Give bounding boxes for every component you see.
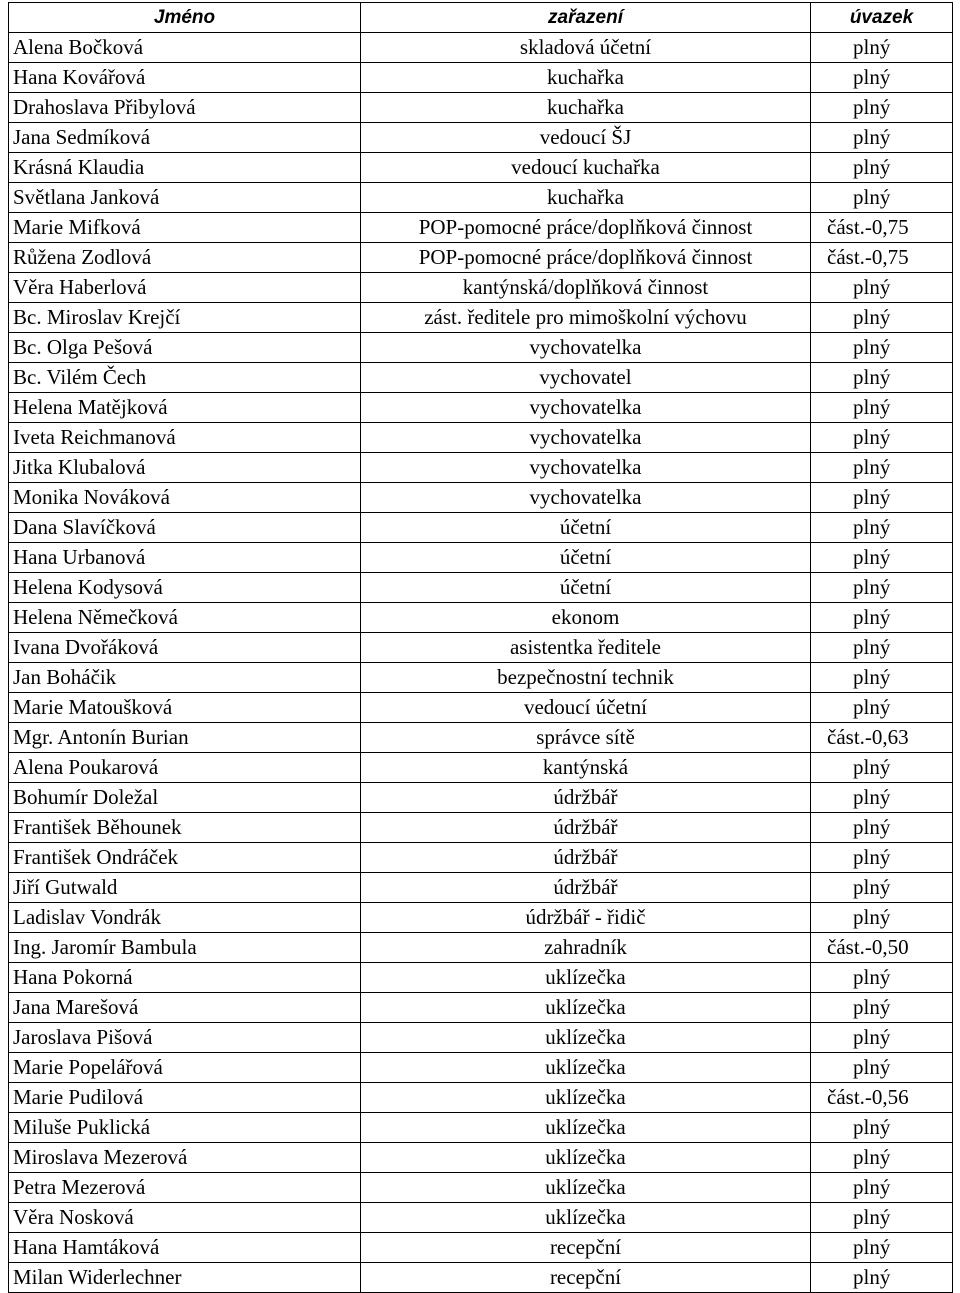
table-row: [9, 723, 953, 753]
cell-name: Miroslava Mezerová: [9, 1143, 361, 1173]
cell-load: plný: [811, 33, 953, 63]
cell-name: Věra Nosková: [9, 1203, 361, 1233]
cell-load: plný: [811, 153, 953, 183]
cell-role: kantýnská/doplňková činnost: [361, 273, 811, 303]
cell-name: Jana Marešová: [9, 993, 361, 1023]
table-row: [9, 423, 953, 453]
cell-role: bezpečnostní technik: [361, 663, 811, 693]
cell-load: plný: [811, 93, 953, 123]
cell-name: Ing. Jaromír Bambula: [9, 933, 361, 963]
cell-load: plný: [811, 1263, 953, 1293]
table-row: [9, 333, 953, 363]
table-row: [9, 1233, 953, 1263]
table-row: [9, 213, 953, 243]
cell-load: plný: [811, 1113, 953, 1143]
table-row: [9, 873, 953, 903]
cell-load: plný: [811, 813, 953, 843]
cell-name: Hana Urbanová: [9, 543, 361, 573]
cell-role: vychovatelka: [361, 333, 811, 363]
table-row: [9, 663, 953, 693]
cell-name: Bohumír Doležal: [9, 783, 361, 813]
cell-role: uklízečka: [361, 1113, 811, 1143]
cell-load: plný: [811, 513, 953, 543]
cell-load: plný: [811, 783, 953, 813]
cell-load: plný: [811, 123, 953, 153]
table-row: [9, 1203, 953, 1233]
cell-role: vychovatel: [361, 363, 811, 393]
table-row: [9, 813, 953, 843]
cell-role: uklízečka: [361, 1173, 811, 1203]
cell-role: vedoucí kuchařka: [361, 153, 811, 183]
cell-role: uklízečka: [361, 1203, 811, 1233]
cell-load: plný: [811, 1143, 953, 1173]
table-row: [9, 33, 953, 63]
cell-load: plný: [811, 963, 953, 993]
table-row: [9, 993, 953, 1023]
table-row: [9, 273, 953, 303]
table-row: [9, 543, 953, 573]
cell-name: Růžena Zodlová: [9, 243, 361, 273]
cell-load: plný: [811, 633, 953, 663]
cell-load: plný: [811, 453, 953, 483]
cell-load: plný: [811, 543, 953, 573]
cell-load: plný: [811, 663, 953, 693]
cell-name: Jitka Klubalová: [9, 453, 361, 483]
cell-role: asistentka ředitele: [361, 633, 811, 663]
cell-role: správce sítě: [361, 723, 811, 753]
cell-load: plný: [811, 273, 953, 303]
cell-load: plný: [811, 363, 953, 393]
table-row: [9, 243, 953, 273]
cell-name: Jiří Gutwald: [9, 873, 361, 903]
cell-name: Marie Popelářová: [9, 1053, 361, 1083]
cell-load: plný: [811, 753, 953, 783]
cell-name: Miluše Puklická: [9, 1113, 361, 1143]
table-row: [9, 123, 953, 153]
cell-name: Drahoslava Přibylová: [9, 93, 361, 123]
cell-load: plný: [811, 693, 953, 723]
staff-table: [8, 2, 953, 1293]
cell-load: plný: [811, 903, 953, 933]
cell-role: uklízečka: [361, 1053, 811, 1083]
table-row: [9, 1173, 953, 1203]
cell-load: plný: [811, 1203, 953, 1233]
cell-load: část.-0,63: [811, 723, 953, 753]
table-row: [9, 843, 953, 873]
cell-name: Monika Nováková: [9, 483, 361, 513]
cell-load: plný: [811, 1053, 953, 1083]
table-row: [9, 63, 953, 93]
table-row: [9, 303, 953, 333]
cell-role: zahradník: [361, 933, 811, 963]
cell-role: údržbář: [361, 873, 811, 903]
cell-load: plný: [811, 843, 953, 873]
table-row: [9, 933, 953, 963]
cell-name: Helena Němečková: [9, 603, 361, 633]
cell-role: kuchařka: [361, 63, 811, 93]
cell-name: Hana Kovářová: [9, 63, 361, 93]
cell-role: ekonom: [361, 603, 811, 633]
cell-load: plný: [811, 333, 953, 363]
cell-role: POP-pomocné práce/doplňková činnost: [361, 213, 811, 243]
cell-load: plný: [811, 1233, 953, 1263]
cell-role: zást. ředitele pro mimoškolní výchovu: [361, 303, 811, 333]
cell-load: plný: [811, 573, 953, 603]
cell-name: Dana Slavíčková: [9, 513, 361, 543]
cell-name: Marie Pudilová: [9, 1083, 361, 1113]
cell-name: František Běhounek: [9, 813, 361, 843]
cell-role: účetní: [361, 513, 811, 543]
cell-name: František Ondráček: [9, 843, 361, 873]
table-row: [9, 783, 953, 813]
cell-load: plný: [811, 1023, 953, 1053]
cell-role: účetní: [361, 543, 811, 573]
column-header-load: úvazek: [811, 3, 953, 33]
cell-name: Bc. Miroslav Krejčí: [9, 303, 361, 333]
table-row: [9, 1023, 953, 1053]
cell-name: Bc. Vilém Čech: [9, 363, 361, 393]
table-row: [9, 903, 953, 933]
cell-load: plný: [811, 1173, 953, 1203]
table-row: [9, 573, 953, 603]
cell-name: Petra Mezerová: [9, 1173, 361, 1203]
cell-load: plný: [811, 873, 953, 903]
cell-role: skladová účetní: [361, 33, 811, 63]
cell-name: Světlana Janková: [9, 183, 361, 213]
cell-role: recepční: [361, 1233, 811, 1263]
cell-role: údržbář: [361, 783, 811, 813]
cell-role: účetní: [361, 573, 811, 603]
cell-load: plný: [811, 423, 953, 453]
table-row: [9, 93, 953, 123]
table-row: [9, 453, 953, 483]
cell-name: Alena Poukarová: [9, 753, 361, 783]
cell-name: Hana Pokorná: [9, 963, 361, 993]
cell-name: Jaroslava Pišová: [9, 1023, 361, 1053]
cell-role: údržbář - řidič: [361, 903, 811, 933]
cell-name: Mgr. Antonín Burian: [9, 723, 361, 753]
table-row: [9, 183, 953, 213]
table-row: [9, 1083, 953, 1113]
cell-name: Jan Boháčik: [9, 663, 361, 693]
staff-sheet: [8, 2, 952, 1288]
cell-load: plný: [811, 393, 953, 423]
cell-load: část.-0,75: [811, 243, 953, 273]
cell-role: uklízečka: [361, 1023, 811, 1053]
table-row: [9, 483, 953, 513]
cell-role: recepční: [361, 1263, 811, 1293]
cell-name: Jana Sedmíková: [9, 123, 361, 153]
cell-load: část.-0,75: [811, 213, 953, 243]
cell-name: Milan Widerlechner: [9, 1263, 361, 1293]
cell-name: Iveta Reichmanová: [9, 423, 361, 453]
column-header-role: zařazení: [361, 3, 811, 33]
table-row: [9, 603, 953, 633]
staff-table-body: [9, 33, 953, 1293]
cell-name: Ivana Dvořáková: [9, 633, 361, 663]
cell-role: POP-pomocné práce/doplňková činnost: [361, 243, 811, 273]
cell-load: plný: [811, 603, 953, 633]
table-row: [9, 963, 953, 993]
table-row: [9, 1263, 953, 1293]
cell-role: uklízečka: [361, 1143, 811, 1173]
cell-load: plný: [811, 483, 953, 513]
staff-table-header: [9, 3, 953, 33]
cell-name: Bc. Olga Pešová: [9, 333, 361, 363]
cell-role: údržbář: [361, 843, 811, 873]
cell-role: vychovatelka: [361, 453, 811, 483]
cell-role: údržbář: [361, 813, 811, 843]
table-row: [9, 153, 953, 183]
cell-name: Marie Matoušková: [9, 693, 361, 723]
cell-load: plný: [811, 63, 953, 93]
cell-role: kuchařka: [361, 93, 811, 123]
cell-role: uklízečka: [361, 993, 811, 1023]
cell-name: Alena Bočková: [9, 33, 361, 63]
cell-name: Věra Haberlová: [9, 273, 361, 303]
table-row: [9, 513, 953, 543]
cell-name: Ladislav Vondrák: [9, 903, 361, 933]
cell-role: uklízečka: [361, 1083, 811, 1113]
cell-role: uklízečka: [361, 963, 811, 993]
cell-role: vychovatelka: [361, 423, 811, 453]
table-row: [9, 393, 953, 423]
cell-name: Hana Hamtáková: [9, 1233, 361, 1263]
cell-role: vedoucí účetní: [361, 693, 811, 723]
cell-name: Helena Matějková: [9, 393, 361, 423]
cell-name: Helena Kodysová: [9, 573, 361, 603]
cell-name: Krásná Klaudia: [9, 153, 361, 183]
table-row: [9, 693, 953, 723]
cell-load: část.-0,50: [811, 933, 953, 963]
table-row: [9, 1143, 953, 1173]
table-row: [9, 753, 953, 783]
table-row: [9, 1053, 953, 1083]
table-row: [9, 363, 953, 393]
cell-load: plný: [811, 183, 953, 213]
header-row: [9, 3, 953, 33]
cell-role: kuchařka: [361, 183, 811, 213]
cell-load: plný: [811, 303, 953, 333]
cell-role: vychovatelka: [361, 393, 811, 423]
table-row: [9, 1113, 953, 1143]
table-row: [9, 633, 953, 663]
column-header-name: Jméno: [9, 3, 361, 33]
cell-load: část.-0,56: [811, 1083, 953, 1113]
cell-role: kantýnská: [361, 753, 811, 783]
cell-load: plný: [811, 993, 953, 1023]
cell-role: vychovatelka: [361, 483, 811, 513]
cell-role: vedoucí ŠJ: [361, 123, 811, 153]
cell-name: Marie Mifková: [9, 213, 361, 243]
